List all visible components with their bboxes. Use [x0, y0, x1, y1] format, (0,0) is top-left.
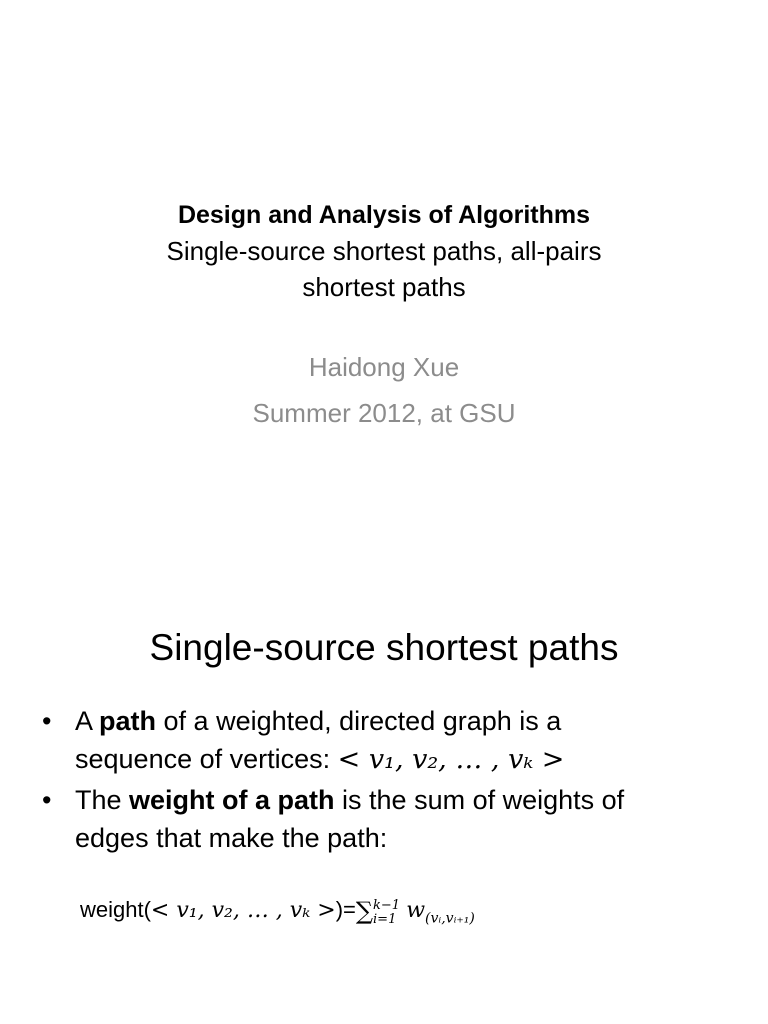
bullet2-suffix: is the sum of weights of — [334, 785, 625, 815]
formula-lhs: weight( — [80, 897, 151, 922]
formula-term: w — [406, 898, 426, 923]
summation-upper: k−1 — [373, 897, 401, 913]
bullet-path-definition — [40, 702, 730, 779]
lecture-subtitle-line-1: Single-source shortest paths, all-pairs — [166, 236, 602, 266]
bullet-path-weight — [40, 781, 730, 857]
summation-lower: i=1 — [373, 911, 397, 927]
formula-term-subscript: (vᵢ,vᵢ₊₁) — [425, 910, 475, 927]
author-block — [0, 344, 768, 436]
weight-formula — [80, 892, 475, 936]
bullet1-line2: sequence of vertices: — [75, 744, 338, 774]
summation-limits — [373, 899, 400, 927]
bullet2-prefix: The — [75, 785, 130, 815]
vertex-sequence: < v₁, v₂, … , vₖ > — [337, 744, 565, 775]
summation — [356, 893, 400, 930]
bullet2-bold: weight of a path — [129, 785, 335, 815]
bullet-icon: • — [42, 706, 52, 736]
bullet-icon: • — [42, 785, 52, 815]
summation-symbol: ∑ — [355, 896, 374, 925]
term-info: Summer 2012, at GSU — [252, 398, 516, 428]
bullet1-prefix: A — [75, 706, 100, 736]
formula-equals: )= — [335, 897, 356, 922]
bullet2-line2: edges that make the path: — [75, 823, 388, 853]
course-title: Design and Analysis of Algorithms — [177, 201, 591, 229]
slide-title: Single-source shortest paths — [149, 627, 619, 668]
lecture-subtitle-line-2: shortest paths — [302, 272, 466, 302]
content-slide — [0, 512, 768, 1024]
title-block — [0, 197, 768, 305]
formula-sequence: < v₁, v₂, … , vₖ > — [150, 898, 336, 923]
bullet-list — [40, 702, 730, 859]
bullet1-suffix: of a weighted, directed graph is a — [156, 706, 562, 736]
bullet1-bold: path — [99, 706, 157, 736]
author-name: Haidong Xue — [308, 352, 460, 382]
